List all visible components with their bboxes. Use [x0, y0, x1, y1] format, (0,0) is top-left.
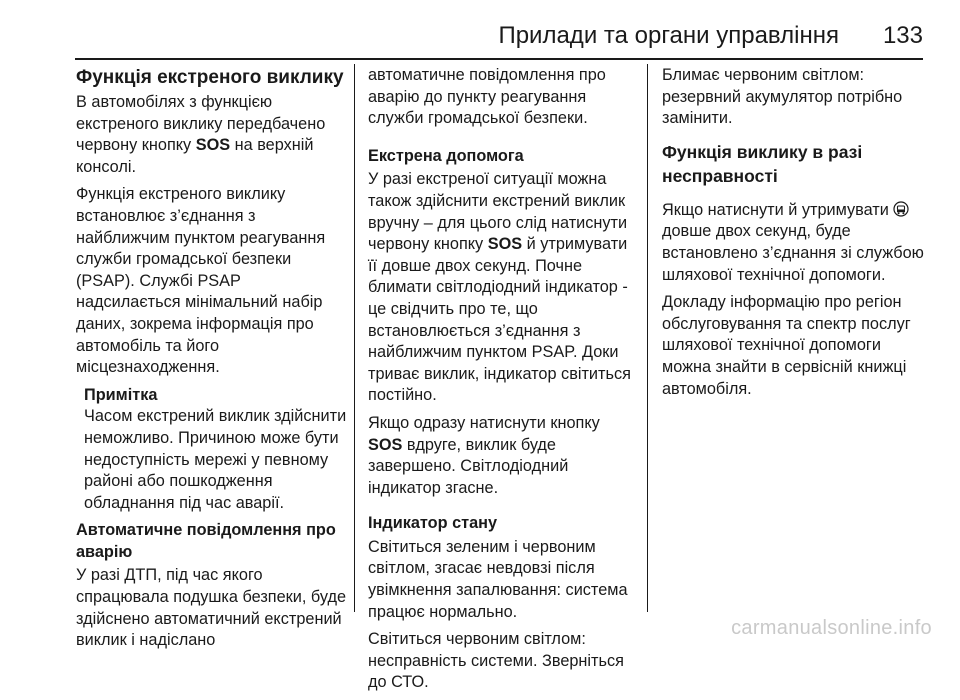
sos-label: SOS	[487, 235, 523, 254]
manual-call-text-end: й утримувати її довше двох секунд. Почне блимати світлодіодний індикатор - це свідчить про те, що встановлюється з’єднання з найближчим пунктом PSAP. Доки триває виклик, індикатор світиться постійно.	[368, 235, 631, 405]
page-number: 133	[882, 22, 923, 49]
paragraph-manual-call	[368, 169, 634, 407]
paragraph-end-call	[368, 413, 634, 499]
page-title: Прилади та органи управління	[498, 22, 839, 49]
section-heading-auto-notification: Автоматичне повідомлення про аварію	[76, 521, 336, 561]
page-header	[0, 22, 923, 50]
column-3	[662, 65, 928, 406]
section-heading-breakdown-call: Функція виклику в разі несправності	[662, 141, 863, 186]
paragraph-status-green: Світиться зеленим і червоним світлом, згасає невдовзі після увімкнення запалювання: система працює нормально.	[368, 537, 628, 621]
paragraph-auto-notification: У разі ДТП, під час якого спрацювала подушка безпеки, буде здійснено автоматичний екстрений виклик і надіслано	[76, 566, 347, 650]
paragraph-breakdown-call	[662, 200, 928, 286]
section-heading-emergency-call: Функція екстреного виклику	[76, 67, 344, 88]
paragraph-continuation: автоматичне повідомлення про аварію до пункту реагування служби громадської безпеки.	[368, 66, 606, 128]
column-divider-1	[354, 64, 355, 612]
roadside-assistance-icon	[893, 201, 909, 217]
breakdown-call-text: Якщо натиснути й утримувати	[662, 200, 894, 219]
column-divider-2	[647, 64, 648, 612]
sos-label: SOS	[368, 435, 403, 454]
note-text: Часом екстрений виклик здійснити неможливо. Причиною може бути недоступність мережі у певному районі або пошкодження обладнання під час аварії.	[84, 407, 347, 512]
paragraph-status-red: Світиться червоним світлом: несправність системи. Зверніться до СТО.	[368, 630, 624, 692]
intro-text: В автомобілях з функцією екстреного виклику передбачено червону кнопку	[76, 93, 326, 155]
paragraph-status-blink: Блимає червоним світлом: резервний акумулятор потрібно замінити.	[662, 66, 903, 128]
end-call-text-end: вдруге, виклик буде завершено. Світлодіодний індикатор згасне.	[368, 435, 569, 497]
intro-text-end: на верхній консолі.	[76, 136, 314, 176]
end-call-text: Якщо одразу натиснути кнопку	[368, 413, 600, 432]
header-rule	[75, 58, 923, 60]
section-heading-emergency-help: Екстрена допомога	[368, 146, 524, 165]
note-label: Примітка	[84, 385, 158, 404]
column-2	[368, 65, 634, 700]
column-1	[76, 65, 348, 658]
watermark: carmanualsonline.info	[731, 617, 932, 639]
paragraph-psap: Функція екстреного виклику встановлює з’єднання з найближчим пунктом реагування служби громадської безпеки (PSAP). Службі PSAP надсилається мінімальний набір даних, зокрема інформація про автомобіль та його місцезнаходження.	[76, 185, 326, 377]
breakdown-call-text-end: довше двох секунд, буде встановлено з’єднання зі службою шляхової технічної допомоги.	[662, 222, 924, 284]
section-heading-status-indicator: Індикатор стану	[368, 514, 498, 533]
paragraph-service-info: Докладу інформацію про регіон обслуговування та спектр послуг шляхової технічної допомоги можна знайти в сервісній книжці автомобіля.	[662, 293, 911, 398]
manual-call-text: У разі екстреної ситуації можна також здійснити екстрений виклик вручну – для цього слід натиснути червону кнопку	[368, 170, 628, 254]
paragraph-intro	[76, 92, 348, 178]
note-block	[76, 385, 348, 515]
sos-label: SOS	[195, 136, 231, 155]
